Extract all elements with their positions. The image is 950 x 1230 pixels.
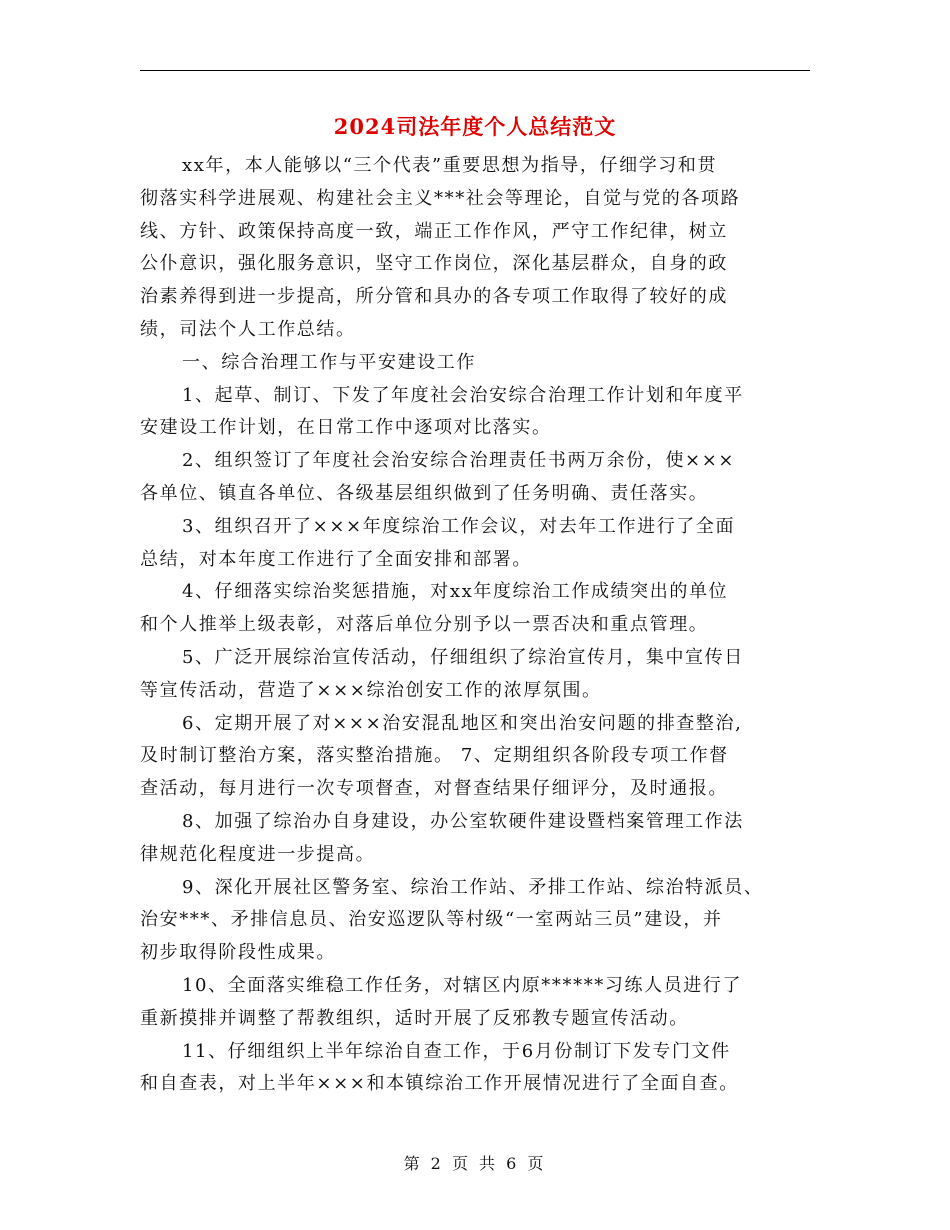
text-line: 初步取得阶段性成果。 <box>140 942 336 964</box>
header-rule <box>140 70 810 71</box>
page-number: 第 2 页 共 6 页 <box>403 1154 547 1173</box>
text-line: 3、组织召开了×××年度综治工作会议，对去年工作进行了全面 <box>182 515 736 537</box>
document-body <box>140 150 810 1101</box>
text-line: 4、仔细落实综治奖惩措施，对xx年度综治工作成绩突出的单位 <box>182 581 729 603</box>
text-line: 公仆意识，强化服务意识，坚守工作岗位，深化基层群众，自身的政 <box>140 253 728 275</box>
text-line: 等宣传活动，营造了×××综治创安工作的浓厚氛围。 <box>140 679 602 701</box>
text-line: 律规范化程度进一步提高。 <box>140 843 376 865</box>
text-line: 彻落实科学进展观、构建社会主义***社会等理论，自觉与党的各项路 <box>140 187 741 209</box>
text-line: 查活动，每月进行一次专项督查，对督查结果仔细评分，及时通报。 <box>140 778 728 800</box>
text-line: 治安***、矛排信息员、治安巡逻队等村级“一室两站三员”建设，并 <box>140 909 723 931</box>
text-line: 总结，对本年度工作进行了全面安排和部署。 <box>140 548 532 570</box>
text-line: 安建设工作计划，在日常工作中逐项对比落实。 <box>140 417 552 439</box>
text-line: 10、全面落实维稳工作任务，对辖区内原******习练人员进行了 <box>182 974 743 996</box>
text-line: 线、方针、政策保持高度一致，端正工作作风，严守工作纪律，树立 <box>140 220 728 242</box>
text-line: 6、定期开展了对×××治安混乱地区和突出治安问题的排查整治, <box>182 712 743 734</box>
document-title: 2024司法年度个人总结范文 <box>333 114 617 139</box>
text-line: 1、起草、制订、下发了年度社会治安综合治理工作计划和年度平 <box>182 384 744 406</box>
text-line: 和个人推举上级表彰，对落后单位分别予以一票否决和重点管理。 <box>140 614 709 636</box>
text-line: 8、加强了综治办自身建设，办公室软硬件建设暨档案管理工作法 <box>182 810 744 832</box>
text-line: 及时制订整治方案，落实整治措施。 7、定期组织各阶段专项工作督 <box>140 745 729 767</box>
text-line: 5、广泛开展综治宣传活动，仔细组织了综治宣传月，集中宣传日 <box>182 646 744 668</box>
text-line: 11、仔细组织上半年综治自查工作，于6月份制订下发专门文件 <box>182 1040 731 1062</box>
text-line: xx年，本人能够以“三个代表”重要思想为指导，仔细学习和贯 <box>182 155 718 176</box>
text-line: 绩，司法个人工作总结。 <box>140 318 356 340</box>
text-line: 9、深化开展社区警务室、综治工作站、矛排工作站、综治特派员、 <box>182 876 764 898</box>
text-line: 治素养得到进一步提高，所分管和具办的各专项工作取得了较好的成 <box>140 286 728 308</box>
text-line: 一、综合治理工作与平安建设工作 <box>182 351 476 373</box>
text-line: 和自查表，对上半年×××和本镇综治工作开展情况进行了全面自查。 <box>140 1073 739 1095</box>
text-line: 2、组织签订了年度社会治安综合治理责任书两万余份，使××× <box>182 450 736 472</box>
text-line: 重新摸排并调整了帮教组织，适时开展了反邪教专题宣传活动。 <box>140 1007 689 1029</box>
text-line: 各单位、镇直各单位、各级基层组织做到了任务明确、责任落实。 <box>140 482 709 504</box>
